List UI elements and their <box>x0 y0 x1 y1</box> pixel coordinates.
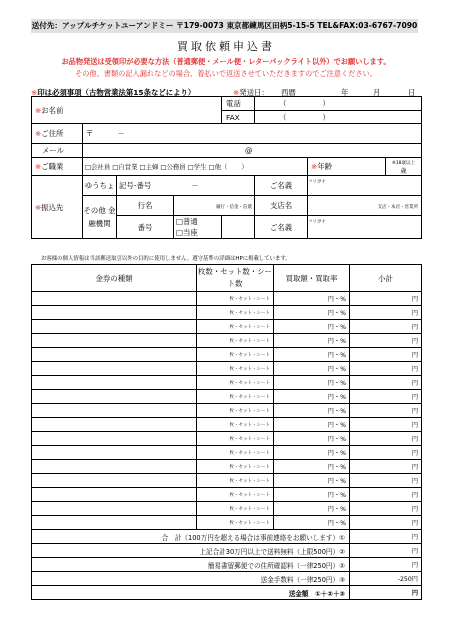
privacy-note: お客様の個人情報は当該郵送取引以外の目的に使用しません。遵守基準の詳細はHPに掲載しています。 <box>41 256 291 262</box>
occupation-option-student[interactable]: □学生 <box>187 163 207 171</box>
subtotal-cell[interactable]: 円 <box>350 516 422 530</box>
ticket-type-cell[interactable] <box>32 306 197 320</box>
address-label: ご住所 <box>41 129 64 138</box>
era-label: 西暦 <box>281 88 296 97</box>
phone-field[interactable] <box>255 97 422 111</box>
ticket-type-cell[interactable] <box>32 292 197 306</box>
subtotal-cell[interactable]: 円 <box>350 404 422 418</box>
age-field[interactable] <box>386 158 422 176</box>
sender-address-header: 送付先：アップルチケットユーアンドミー 〒179-0073 東京都練馬区田柄5-15-5 TEL&FAX:03-6767-7090 <box>31 19 418 33</box>
rate-cell[interactable]: 円・% <box>274 320 350 334</box>
quantity-cell[interactable]: 枚・セット・シート <box>197 418 274 432</box>
quantity-cell[interactable]: 枚・セット・シート <box>197 320 274 334</box>
rate-cell[interactable]: 円・% <box>274 390 350 404</box>
subtotal-cell[interactable]: 円 <box>350 488 422 502</box>
quantity-cell[interactable]: 枚・セット・シート <box>197 292 274 306</box>
ticket-type-cell[interactable] <box>32 502 197 516</box>
required-mark: ※ <box>31 88 38 97</box>
quantity-cell[interactable]: 枚・セット・シート <box>197 306 274 320</box>
col-quantity: 枚数・セット数・シート数 <box>197 265 274 292</box>
summary-label: 送金手数料（一律250円）③ <box>32 572 350 586</box>
quantity-cell[interactable]: 枚・セット・シート <box>197 334 274 348</box>
rate-cell[interactable]: 円・% <box>274 488 350 502</box>
fax-paren-close: ） <box>322 112 330 122</box>
phone-label: 電話 <box>222 97 255 111</box>
summary-value[interactable]: 円 <box>350 558 422 572</box>
subtotal-cell[interactable]: 円 <box>350 348 422 362</box>
shipping-notice: お品物発送は受領印が必要な方法（普通郵便・メール便・レターパックライト以外）でお願いします。 <box>61 57 391 66</box>
account-type-ordinary[interactable]: □普通 <box>174 216 222 228</box>
ticket-type-cell[interactable] <box>32 460 197 474</box>
branch-name-field[interactable] <box>308 196 422 216</box>
name-label: お名前 <box>41 105 64 115</box>
transfer-label-cell <box>32 176 83 239</box>
rate-cell[interactable]: 円・% <box>274 516 350 530</box>
subtotal-cell[interactable]: 円 <box>350 502 422 516</box>
summary-row <box>32 586 422 600</box>
rate-cell[interactable]: 円・% <box>274 460 350 474</box>
age-unit: 歳 <box>400 168 407 175</box>
ticket-row[interactable] <box>32 376 422 390</box>
quantity-cell[interactable]: 枚・セット・シート <box>197 348 274 362</box>
summary-label: 合 計（100万円を超える場合は事前連絡をお願いします）① <box>32 530 350 544</box>
ticket-type-cell[interactable] <box>32 362 197 376</box>
quantity-cell[interactable]: 枚・セット・シート <box>197 446 274 460</box>
age-note: ※18歳以上 <box>392 161 416 166</box>
ticket-row[interactable] <box>32 348 422 362</box>
rate-cell[interactable]: 円・% <box>274 362 350 376</box>
summary-label: 上記合計30万円以上で送料無料（上限500円）② <box>32 544 350 558</box>
branch-label: 支店名 <box>255 196 308 216</box>
subtotal-cell[interactable]: 円 <box>350 446 422 460</box>
name-field[interactable] <box>32 97 222 124</box>
quantity-cell[interactable]: 枚・セット・シート <box>197 362 274 376</box>
ticket-type-cell[interactable] <box>32 320 197 334</box>
occupation-label-cell <box>32 158 83 176</box>
yucho-code-field[interactable] <box>117 176 255 196</box>
summary-row <box>32 572 422 586</box>
ticket-type-cell[interactable] <box>32 376 197 390</box>
ticket-row[interactable] <box>32 306 422 320</box>
age-required-mark: ※ <box>311 162 318 171</box>
ticket-row[interactable] <box>32 320 422 334</box>
ticket-row[interactable] <box>32 334 422 348</box>
occupation-option-employee[interactable]: □会社員 <box>85 163 111 171</box>
rate-cell[interactable]: 円・% <box>274 376 350 390</box>
col-rate: 買取額・買取率 <box>274 265 350 292</box>
summary-row <box>32 530 422 544</box>
summary-value[interactable]: -250円 <box>350 572 422 586</box>
occupation-options[interactable] <box>83 158 308 176</box>
quantity-cell[interactable]: 枚・セット・シート <box>197 460 274 474</box>
subtotal-cell[interactable]: 円 <box>350 292 422 306</box>
postal-dash: － <box>117 129 125 138</box>
quantity-cell[interactable]: 枚・セット・シート <box>197 502 274 516</box>
account-no-label: 番号 <box>117 216 174 239</box>
ticket-type-cell[interactable] <box>32 348 197 362</box>
rate-cell[interactable]: 円・% <box>274 502 350 516</box>
ticket-row[interactable] <box>32 390 422 404</box>
day-unit: 日 <box>408 88 416 97</box>
subtotal-cell[interactable]: 円 <box>350 362 422 376</box>
subtotal-cell[interactable]: 円 <box>350 320 422 334</box>
subtotal-cell[interactable]: 円 <box>350 474 422 488</box>
address-required-mark: ※ <box>35 129 42 138</box>
postal-mark: 〒 <box>86 129 94 138</box>
missing-info-notice: その他、書類の記入漏れなどの場合、着払いで返送させていただきますのでご注意ください。 <box>75 69 377 78</box>
occupation-label: ご職業 <box>41 162 64 171</box>
ticket-type-cell[interactable] <box>32 432 197 446</box>
subtotal-cell[interactable]: 円 <box>350 306 422 320</box>
ticket-type-cell[interactable] <box>32 488 197 502</box>
ticket-row[interactable] <box>32 292 422 306</box>
fax-field[interactable] <box>255 111 422 124</box>
occupation-option-other[interactable]: □他（ <box>208 163 228 171</box>
phone-paren-close: ） <box>322 99 330 108</box>
ticket-row[interactable] <box>32 502 422 516</box>
account-type-current[interactable]: □当座 <box>174 227 222 239</box>
summary-label: 送金額 ①＋②＋③ <box>32 586 350 600</box>
name-required-mark: ※ <box>35 105 42 115</box>
customer-info-table <box>31 96 422 239</box>
ticket-table-header <box>32 265 422 292</box>
subtotal-cell[interactable]: 円 <box>350 334 422 348</box>
col-ticket-type: 金券の種類 <box>32 265 197 292</box>
quantity-cell[interactable]: 枚・セット・シート <box>197 488 274 502</box>
quantity-cell[interactable]: 枚・セット・シート <box>197 390 274 404</box>
yucho-holder-field[interactable] <box>308 176 422 196</box>
subtotal-cell[interactable]: 円 <box>350 418 422 432</box>
bank-name-field[interactable] <box>174 196 255 216</box>
ticket-type-cell[interactable] <box>32 516 197 530</box>
age-label: 年齢 <box>317 162 333 171</box>
occupation-other-close: ） <box>241 163 248 171</box>
ticket-row[interactable] <box>32 404 422 418</box>
rate-cell[interactable]: 円・% <box>274 418 350 432</box>
ticket-type-cell[interactable] <box>32 390 197 404</box>
other-bank-label: その他 金融機関 <box>83 196 117 239</box>
bank-holder-label: ご名義 <box>255 216 308 239</box>
account-no-field[interactable] <box>222 216 255 239</box>
fax-paren-open: （ <box>279 112 287 122</box>
rate-cell[interactable]: 円・% <box>274 474 350 488</box>
ticket-row[interactable] <box>32 446 422 460</box>
ticket-row[interactable] <box>32 460 422 474</box>
transfer-label: 振込先 <box>41 202 64 212</box>
fax-label: FAX <box>222 111 255 124</box>
subtotal-cell[interactable]: 円 <box>350 432 422 446</box>
rate-cell[interactable]: 円・% <box>274 334 350 348</box>
email-label: メール <box>32 144 83 158</box>
bank-furigana-label: フリガナ <box>308 220 326 225</box>
form-title: 買取依頼申込書 <box>177 40 275 53</box>
email-field[interactable] <box>83 144 422 158</box>
required-text: 印は必須事項（古物営業法第15条などにより） <box>37 88 196 97</box>
rate-cell[interactable]: 円・% <box>274 404 350 418</box>
summary-label: 簡易書留郵便での住所確認料（一律250円）② <box>32 558 350 572</box>
rate-cell[interactable]: 円・% <box>274 306 350 320</box>
yucho-code-label: 記号-番号 <box>119 181 152 190</box>
ticket-row[interactable] <box>32 516 422 530</box>
occupation-required-mark: ※ <box>35 162 42 171</box>
ticket-type-cell[interactable] <box>32 446 197 460</box>
address-field[interactable] <box>83 124 422 144</box>
occupation-option-self-employed[interactable]: □自営業 <box>112 163 138 171</box>
ticket-row[interactable] <box>32 474 422 488</box>
phone-paren-open: （ <box>279 99 287 108</box>
ticket-row[interactable] <box>32 432 422 446</box>
ticket-type-cell[interactable] <box>32 334 197 348</box>
quantity-cell[interactable]: 枚・セット・シート <box>197 432 274 446</box>
quantity-cell[interactable]: 枚・セット・シート <box>197 376 274 390</box>
subtotal-cell[interactable]: 円 <box>350 460 422 474</box>
subtotal-cell[interactable]: 円 <box>350 390 422 404</box>
ticket-row[interactable] <box>32 362 422 376</box>
occupation-option-civil-servant[interactable]: □公務員 <box>160 163 186 171</box>
yucho-holder-label: ご名義 <box>255 176 308 196</box>
ship-date-mark: ※ <box>233 88 240 97</box>
bank-suffix: 銀行・信金・信農 <box>216 205 253 210</box>
rate-cell[interactable]: 円・% <box>274 292 350 306</box>
address-label-cell <box>32 124 83 144</box>
ticket-type-cell[interactable] <box>32 418 197 432</box>
subtotal-cell[interactable]: 円 <box>350 376 422 390</box>
ticket-type-cell[interactable] <box>32 404 197 418</box>
at-mark: @ <box>245 146 253 155</box>
transfer-required-mark: ※ <box>35 202 42 212</box>
rate-cell[interactable]: 円・% <box>274 348 350 362</box>
summary-value[interactable]: 円 <box>350 530 422 544</box>
summary-row <box>32 544 422 558</box>
rate-cell[interactable]: 円・% <box>274 446 350 460</box>
branch-suffix: 支店・本店・営業所 <box>377 205 419 210</box>
ticket-row[interactable] <box>32 418 422 432</box>
summary-value[interactable]: 円 <box>350 586 422 600</box>
yucho-code-dash: － <box>191 181 199 190</box>
ticket-table <box>31 264 422 600</box>
bank-holder-field[interactable] <box>308 216 422 239</box>
quantity-cell[interactable]: 枚・セット・シート <box>197 474 274 488</box>
ticket-type-cell[interactable] <box>32 474 197 488</box>
month-unit: 月 <box>373 88 381 97</box>
yucho-label: ゆうちょ <box>83 176 117 196</box>
summary-value[interactable]: 円 <box>350 544 422 558</box>
quantity-cell[interactable]: 枚・セット・シート <box>197 404 274 418</box>
occupation-option-homemaker[interactable]: □主婦 <box>139 163 159 171</box>
ticket-row[interactable] <box>32 488 422 502</box>
quantity-cell[interactable]: 枚・セット・シート <box>197 516 274 530</box>
year-unit: 年 <box>341 88 349 97</box>
ship-date-label: 発送日： <box>239 88 269 97</box>
age-label-cell <box>308 158 386 176</box>
summary-row <box>32 558 422 572</box>
rate-cell[interactable]: 円・% <box>274 432 350 446</box>
col-subtotal: 小計 <box>350 265 422 292</box>
yucho-furigana-label: フリガナ <box>308 180 326 185</box>
bank-label: 行名 <box>117 196 174 216</box>
